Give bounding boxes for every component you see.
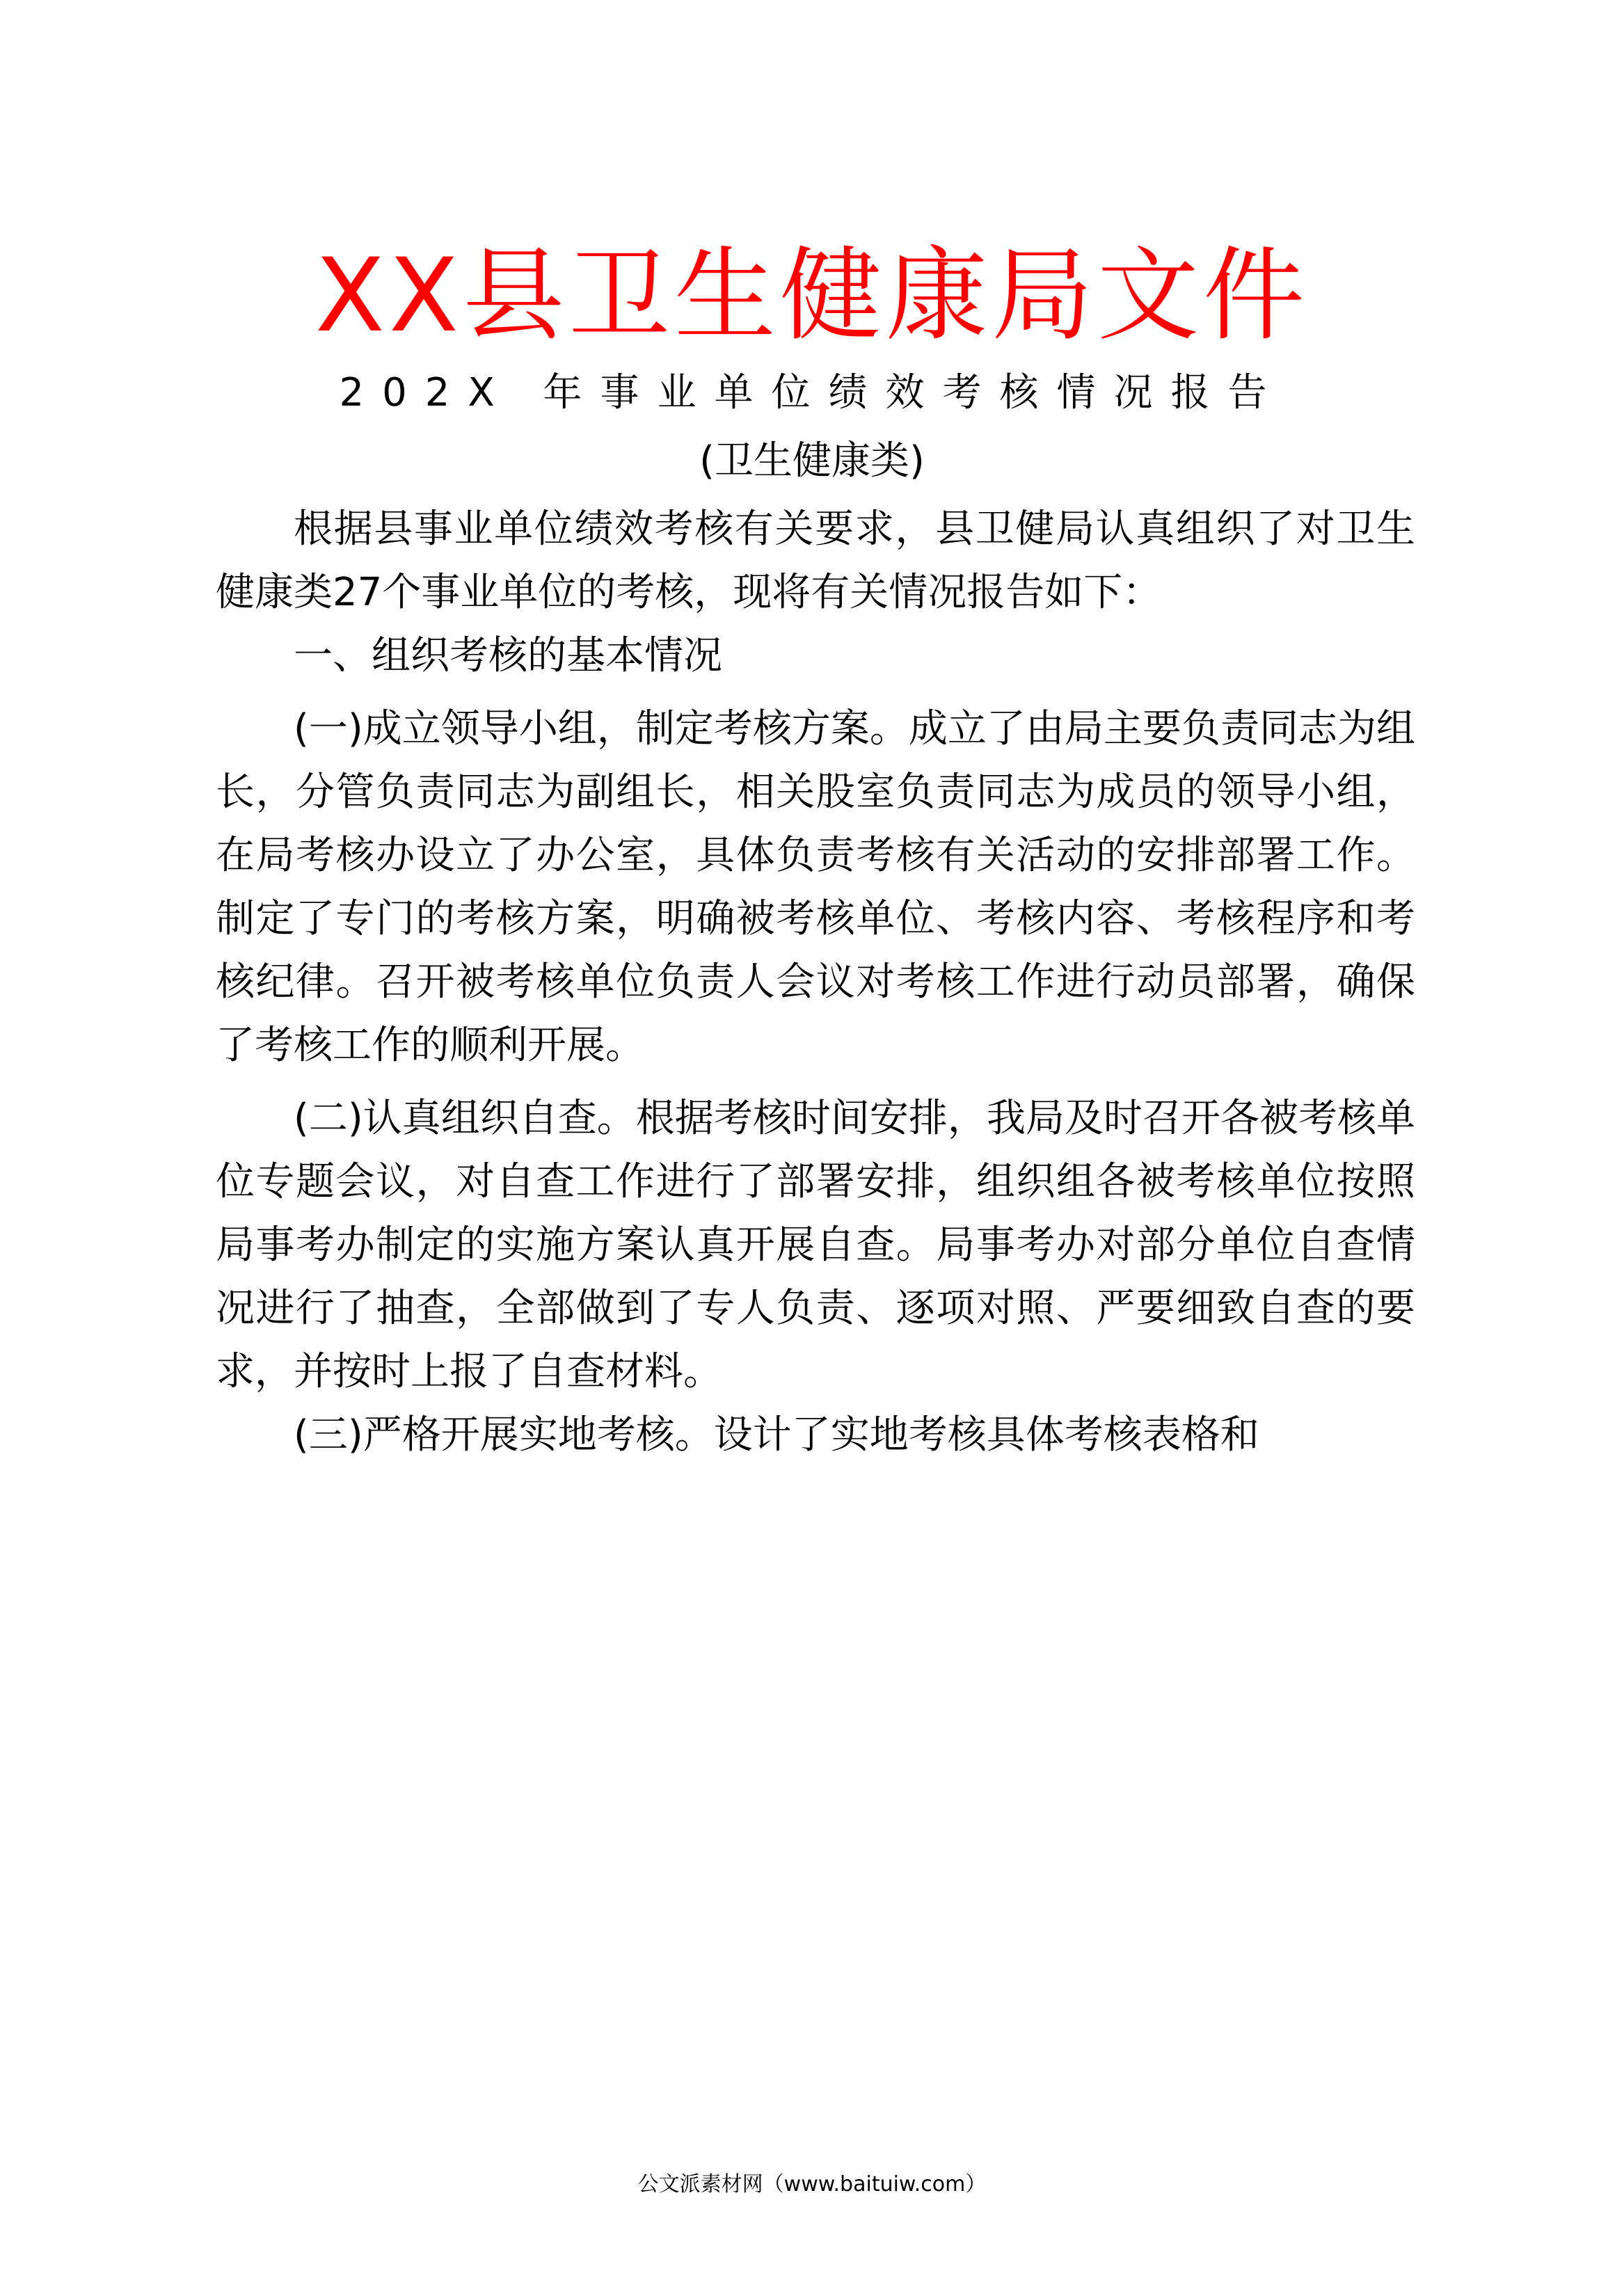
section-heading: 一、组织考核的基本情况 bbox=[294, 633, 722, 678]
paragraph-2: (二)认真组织自查。根据考核时间安排，我局及时召开各被考核单位专题会议，对自查工作进行了部署安排，组织组各被考核单位按照局事考办制定的实施方案认真开展自查。局事考办对部分单位自查情况进行了抽查，全部做到了专人负责、逐项对照、严要细致自查的要求，并按时上报了自查材料。 bbox=[216, 1096, 1415, 1394]
paragraph-3: (三)严格开展实地考核。设计了实地考核具体考核表格和 bbox=[294, 1412, 1259, 1458]
page-footer: 公文派素材网（www.baituiw.com） bbox=[637, 2172, 987, 2197]
intro-paragraph: 根据县事业单位绩效考核有关要求，县卫健局认真组织了对卫生健康类27个事业单位的考核，现将有关情况报告如下： bbox=[216, 507, 1415, 615]
report-subtitle: (卫生健康类) bbox=[699, 438, 925, 484]
document-red-header: XX县卫生健康局文件 bbox=[315, 237, 1309, 355]
paragraph-1: (一)成立领导小组，制定考核方案。成立了由局主要负责同志为组长，分管负责同志为副组长，相关股室负责同志为成员的领导小组，在局考核办设立了办公室，具体负责考核有关活动的安排部署工作。制定了专门的考核方案，明确被考核单位、考核内容、考核程序和考核纪律。召开被考核单位负责人会议对考核工作进行动员部署，确保了考核工作的顺利开展。 bbox=[216, 706, 1415, 1068]
document-body bbox=[216, 497, 1415, 1467]
report-title: 202X 年事业单位绩效考核情况报告 bbox=[339, 370, 1285, 415]
